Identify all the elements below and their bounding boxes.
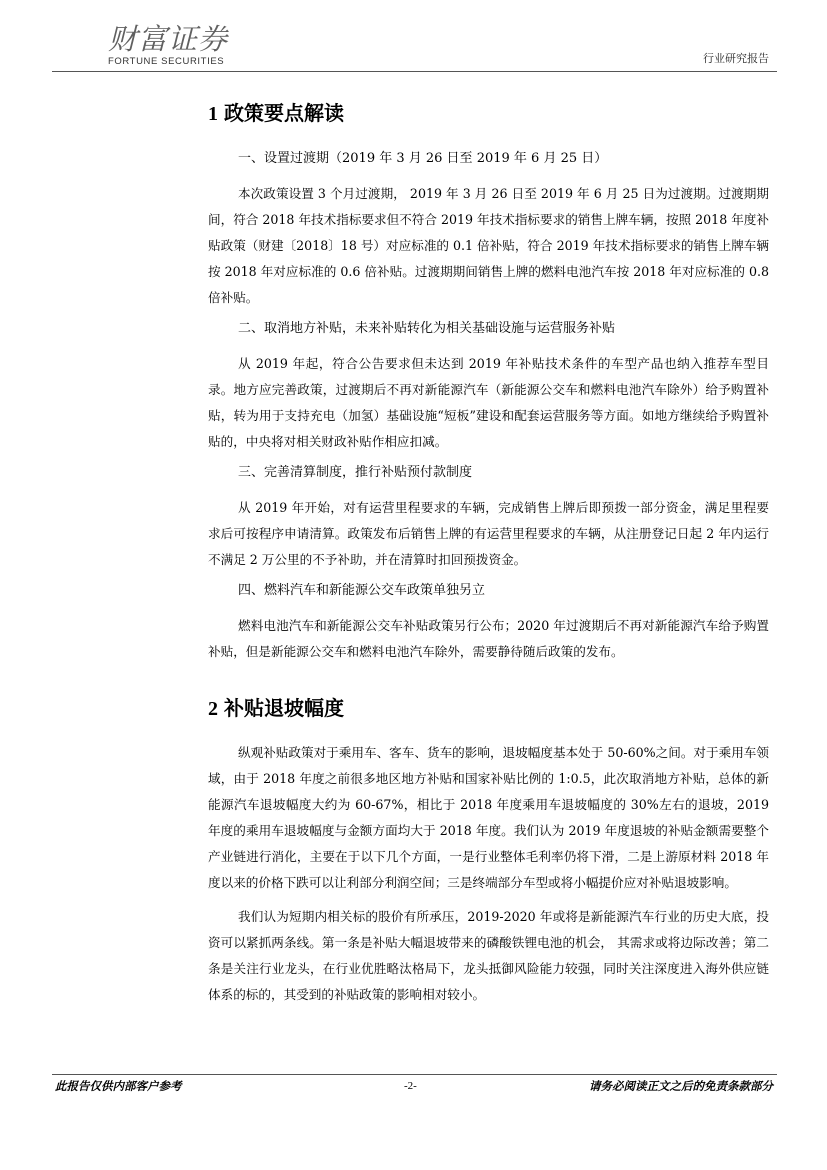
paragraph-transition-period: 本次政策设置 3 个月过渡期， 2019 年 3 月 26 日至 2019 年 6 月 25 日为过渡期。过渡期期间，符合 2018 年技术指标要求但不符合 2019 年技术指标要求的销售上牌车辆，按照 2018 年度补贴政策（财建〔2018〕18 号）对应标准的 0.1 倍补贴，符合 2019 年技术指标要求的销售上牌车辆按 2018 年对应标准的 0.6 倍补贴。过渡期期间销售上牌的燃料电池汽车按 2018 年对应标准的 0.8 倍补贴。 (208, 186, 769, 305)
report-type-label: 行业研究报告 (703, 52, 769, 65)
subheading-fuel-cell-bus: 四、燃料汽车和新能源公交车政策单独另立 (238, 583, 486, 598)
logo-chinese-name: 财富证券 (108, 22, 229, 56)
section-2-heading (208, 695, 769, 722)
footer-divider (52, 1074, 777, 1075)
paragraph-fuel-cell-bus: 燃料电池汽车和新能源公交车补贴政策另行公布；2020 年过渡期后不再对新能源汽车给予购置补贴，但是新能源公交车和燃料电池汽车除外，需要静待随后政策的发布。 (208, 618, 769, 659)
subheading-clearing-system: 三、完善清算制度，推行补贴预付款制度 (238, 465, 473, 480)
section-2-title: 补贴退坡幅度 (224, 696, 344, 720)
section-2-number: 2 (208, 698, 218, 720)
subheading-local-subsidy: 二、取消地方补贴，未来补贴转化为相关基础设施与运营服务补贴 (238, 321, 616, 336)
section-1-number: 1 (208, 103, 218, 125)
logo-english-name: FORTUNE SECURITIES (108, 56, 225, 67)
footer-disclaimer-notice: 请务必阅读正文之后的免责条款部分 (589, 1079, 773, 1093)
paragraph-clearing-system: 从 2019 年开始，对有运营里程要求的车辆，完成销售上牌后即预拨一部分资金，满足里程要求后可按程序申请清算。政策发布后销售上牌的有运营里程要求的车辆，从注册登记日起 2 年内运行不满足 2 万公里的不予补助，并在清算时扣回预拨资金。 (208, 500, 769, 567)
section-1-heading (208, 100, 769, 127)
main-content (208, 100, 769, 1008)
footer-internal-notice: 此报告仅供内部客户参考 (55, 1079, 182, 1093)
paragraph-local-subsidy: 从 2019 年起，符合公告要求但未达到 2019 年补贴技术条件的车型产品也纳入推荐车型目录。地方应完善政策，过渡期后不再对新能源汽车（新能源公交车和燃料电池汽车除外）给予购置补贴，转为用于支持充电（加氢）基础设施“短板”建设和配套运营服务等方面。如地方继续给予购置补贴的，中央将对相关财政补贴作相应扣减。 (208, 356, 769, 449)
paragraph-investment-view: 我们认为短期内相关标的股价有所承压，2019-2020 年或将是新能源汽车行业的历史大底，投资可以紧抓两条线。第一条是补贴大幅退坡带来的磷酸铁锂电池的机会， 其需求或将边际改善；第二条是关注行业龙头，在行业优胜略汰格局下，龙头抵御风险能力较强，同时关注深度进入海外供应链体系的标的，其受到的补贴政策的影响相对较小。 (208, 909, 769, 1002)
subheading-transition-period: 一、设置过渡期（2019 年 3 月 26 日至 2019 年 6 月 25 日） (238, 151, 608, 166)
page-number: -2- (404, 1080, 417, 1092)
section-1-title: 政策要点解读 (224, 101, 344, 125)
paragraph-decline-range: 纵观补贴政策对于乘用车、客车、货车的影响，退坡幅度基本处于 50-60%之间。对于乘用车领域，由于 2018 年度之前很多地区地方补贴和国家补贴比例的 1:0.5，此次取消地方补贴，总体的新能源汽车退坡幅度大约为 60-67%，相比于 2018 年度乘用车退坡幅度的 30%左右的退坡，2019 年度的乘用车退坡幅度与金额方面均大于 2018 年度。我们认为 2019 年度退坡的补贴金额需要整个产业链进行消化，主要在于以下几个方面，一是行业整体毛利率仍将下滑，二是上游原材料 2018 年度以来的价格下跌可以让利部分利润空间；三是终端部分车型或将小幅提价应对补贴退坡影响。 (208, 745, 769, 890)
header-divider (52, 71, 777, 72)
company-logo (108, 22, 248, 67)
